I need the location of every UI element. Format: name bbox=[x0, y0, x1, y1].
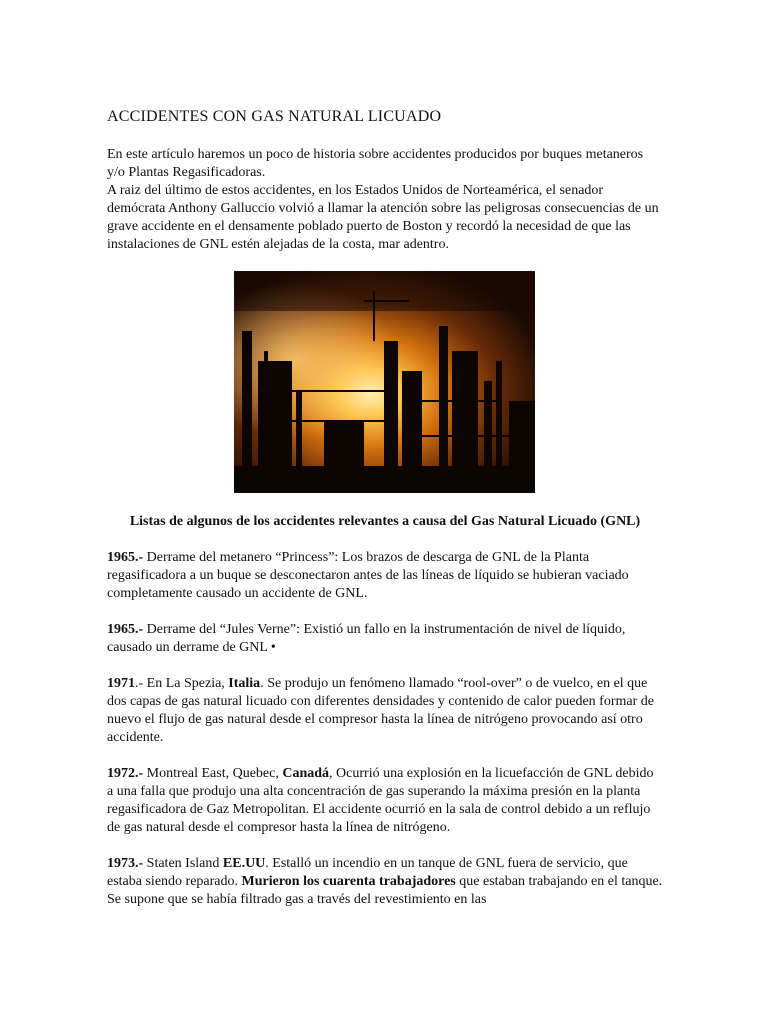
accident-text: .- En La Spezia, bbox=[135, 676, 229, 691]
accident-year: 1965.- bbox=[107, 550, 144, 565]
accident-year: 1971 bbox=[107, 676, 135, 691]
accident-country: Canadá bbox=[282, 766, 330, 781]
accident-text: Montreal East, Quebec, bbox=[143, 766, 283, 781]
accident-year: 1973.- bbox=[107, 856, 144, 871]
accident-country: EE.UU bbox=[222, 856, 266, 871]
accident-entry bbox=[107, 621, 663, 657]
accident-text: . Se produjo un fenómeno llamado “rool-over” o de vuelco, en el que dos capas de gas natural licuado con diferentes densidades y contenido de calor pueden formar de nuevo el flujo de gas natural desde el compresor hasta la línea de nitrógeno provocando así otro accidente. bbox=[107, 676, 654, 745]
refinery-fire-photo bbox=[234, 271, 535, 493]
accidents-list-title: Listas de algunos de los accidentes relevantes a causa del Gas Natural Licuado (GNL) bbox=[129, 514, 641, 529]
accident-year: 1972.- bbox=[107, 766, 144, 781]
accident-entry bbox=[107, 765, 663, 837]
accident-highlight: Murieron los cuarenta trabajadores bbox=[241, 874, 456, 889]
accident-text: . Estalló un incendio en un tanque de GNL fuera de servicio, que estaba siendo reparado. bbox=[107, 856, 628, 889]
accident-entry bbox=[107, 855, 663, 909]
accident-text: Derrame del “Jules Verne”: Existió un fallo en la instrumentación de nivel de líquido, causado un derrame de GNL • bbox=[107, 622, 626, 655]
accident-text: que estaban trabajando en el tanque. Se supone que se había filtrado gas a través del revestimiento en las bbox=[107, 874, 663, 907]
accident-text: Derrame del metanero “Princess”: Los brazos de descarga de GNL de la Planta regasificadora a un buque se desconectaron antes de las líneas de líquido se hubieran vaciado completamente causado un accidente de GNL. bbox=[107, 550, 629, 601]
intro-paragraph-1: En este artículo haremos un poco de historia sobre accidentes producidos por buques metaneros y/o Plantas Regasificadoras. bbox=[107, 147, 644, 180]
accident-year: 1965.- bbox=[107, 622, 144, 637]
accident-text: Staten Island bbox=[143, 856, 223, 871]
accident-country: Italia bbox=[228, 676, 261, 691]
accident-entry bbox=[107, 549, 663, 603]
document-body bbox=[107, 108, 663, 927]
intro-paragraph-2: A raiz del último de estos accidentes, en los Estados Unidos de Norteamérica, el senador demócrata Anthony Galluccio volvió a llamar la atención sobre las peligrosas consecuencias de un grave accidente en el densamente poblado puerto de Boston y recordó la necesidad de que las instalaciones de GNL estén alejadas de la costa, mar adentro. bbox=[107, 183, 659, 252]
accident-entry bbox=[107, 675, 663, 747]
accident-text: , Ocurrió una explosión en la licuefacción de GNL debido a una falla que produjo una alta concentración de gas superando la máxima presión en la planta regasificadora de Gaz Metropolitan. El accidente ocurrió en la sala de control debido a un reflujo de gas natural desde el compresor hasta la línea de nitrógeno. bbox=[107, 766, 654, 835]
document-title: ACCIDENTES CON GAS NATURAL LICUADO bbox=[107, 108, 442, 125]
